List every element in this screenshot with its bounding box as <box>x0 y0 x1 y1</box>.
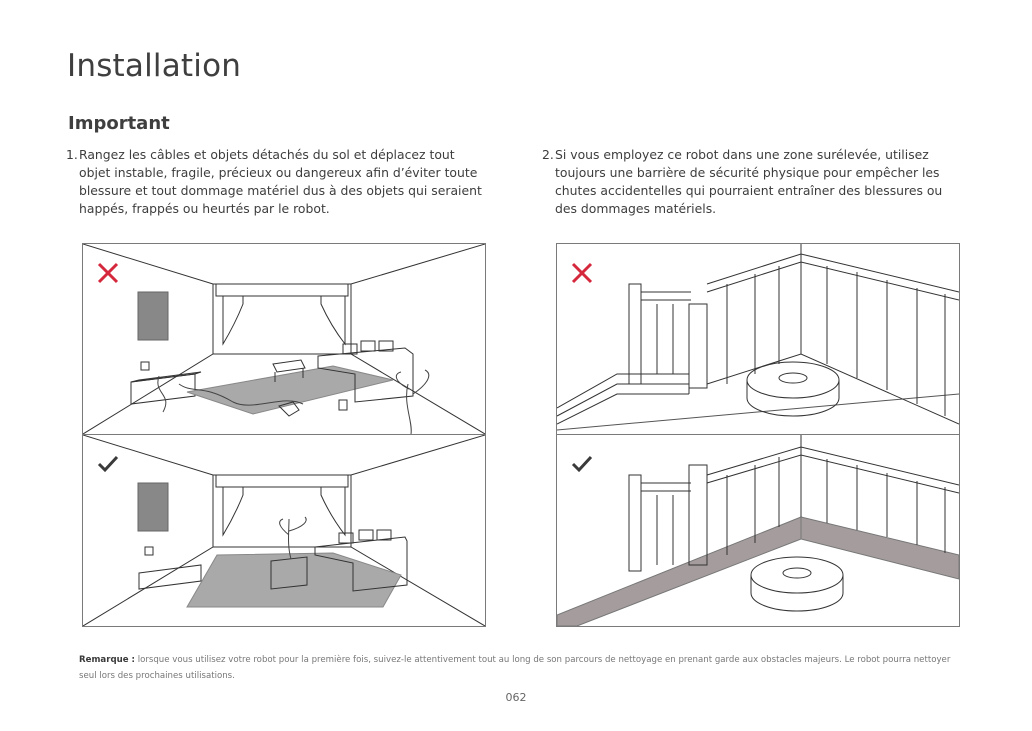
remark-text: lorsque vous utilisez votre robot pour la première fois, suivez-le attentivement tout au long de son parcours de nettoyage en prenant garde aux obstacles majeurs. Le robot pourra nettoyer seul lors des prochaines utilisations. <box>79 655 951 681</box>
instruction-2-number: 2. <box>542 147 554 162</box>
cross-icon <box>569 260 595 286</box>
instruction-1-text: Rangez les câbles et objets détachés du sol et déplacez tout objet instable, fragile, précieux ou dangereux afin d’éviter toute blessure et tout dommage matériel dus à des objets qui seraient happés, frappés ou heurtés par le robot. <box>79 147 482 216</box>
instruction-1-number: 1. <box>66 147 78 162</box>
page-title: Installation <box>67 48 242 84</box>
instruction-1 <box>66 146 486 218</box>
check-icon <box>95 451 121 477</box>
illustration-balcony-with-barrier <box>556 434 960 627</box>
section-title: Important <box>68 113 170 134</box>
illustration-living-room-tidy <box>82 434 486 627</box>
page-number: 062 <box>505 691 527 704</box>
cross-icon <box>95 260 121 286</box>
illustration-living-room-cluttered <box>82 243 486 435</box>
check-icon <box>569 451 595 477</box>
illustration-balcony-no-barrier <box>556 243 960 435</box>
remark-note <box>79 652 959 684</box>
instruction-2 <box>542 146 962 218</box>
remark-label: Remarque : <box>79 655 135 665</box>
instruction-2-text: Si vous employez ce robot dans une zone surélevée, utilisez toujours une barrière de sécurité physique pour empêcher les chutes accidentelles qui pourraient entraîner des blessures ou des dommages matériels. <box>555 147 943 216</box>
